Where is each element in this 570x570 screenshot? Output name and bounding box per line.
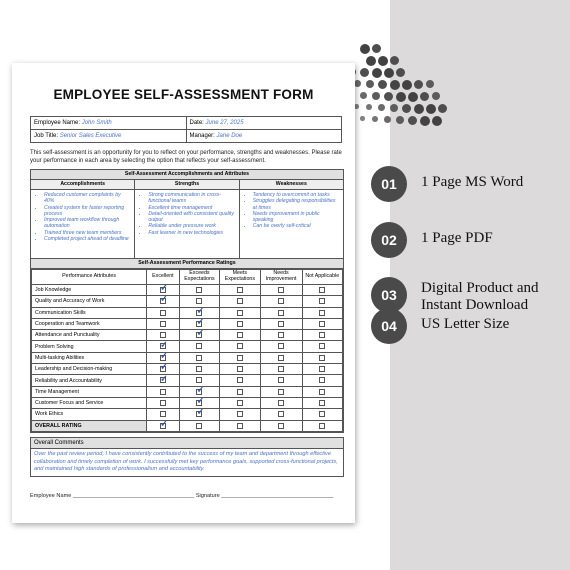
rating-attribute-label: Quality and Accuracy of Work <box>32 296 147 307</box>
feature-number-badge: 01 <box>371 166 407 202</box>
checkbox-icon[interactable] <box>237 355 243 361</box>
feature-number-badge: 03 <box>371 277 407 313</box>
employee-name-value: John Smith <box>81 120 112 126</box>
form-title: EMPLOYEE SELF-ASSESSMENT FORM <box>53 87 314 102</box>
table-row <box>32 352 343 363</box>
checkmark-icon: ✓ <box>160 373 168 384</box>
rating-attribute-label: Customer Focus and Service <box>32 397 147 408</box>
rating-checkbox-cell[interactable] <box>302 375 342 386</box>
manager-value: Jane Doe <box>216 133 243 139</box>
halftone-dot <box>426 80 434 88</box>
checkbox-icon[interactable] <box>196 287 202 293</box>
checkbox-icon[interactable] <box>196 366 202 372</box>
rating-checkbox-cell[interactable] <box>220 341 260 352</box>
rating-checkbox-cell[interactable] <box>260 397 302 408</box>
rating-checkbox-cell[interactable] <box>220 296 260 307</box>
column-header-strengths: Strengths <box>134 180 238 189</box>
table-row <box>32 364 343 375</box>
halftone-dot <box>432 92 440 100</box>
feature-label: US Letter Size <box>421 316 510 332</box>
rating-checkbox-cell[interactable] <box>302 352 342 363</box>
list-item: • Can be overly self-critical <box>253 223 341 229</box>
checkbox-icon[interactable] <box>160 321 166 327</box>
checkbox-icon[interactable] <box>237 298 243 304</box>
feature-number-badge: 04 <box>371 308 407 344</box>
feature-label: 1 Page PDF <box>421 230 493 246</box>
ratings-table-title: Self-Assessment Performance Ratings <box>31 259 343 269</box>
rating-checkbox-cell[interactable] <box>302 397 342 408</box>
job-title-label: Job Title: <box>34 133 59 139</box>
list-item: • Needs improvement in public speaking <box>253 211 341 224</box>
checkbox-icon[interactable] <box>237 343 243 349</box>
halftone-dot <box>390 80 400 90</box>
checkbox-icon[interactable] <box>160 389 166 395</box>
rating-checkbox-cell[interactable] <box>260 307 302 318</box>
checkmark-icon: ✓ <box>196 305 205 316</box>
table-row <box>32 397 343 408</box>
rating-checkbox-cell[interactable] <box>302 409 342 420</box>
rating-attribute-label: OVERALL RATING <box>32 420 147 431</box>
rating-checkbox-cell[interactable] <box>302 318 342 329</box>
overall-comments-title: Overall Comments <box>31 438 343 449</box>
checkbox-icon[interactable] <box>196 343 202 349</box>
checkmark-icon: ✓ <box>160 418 168 429</box>
halftone-dot <box>396 68 405 77</box>
rating-checkbox-cell[interactable] <box>220 307 260 318</box>
checkbox-icon[interactable] <box>160 411 166 417</box>
checkbox-icon[interactable] <box>237 310 243 316</box>
job-title-value: Senior Sales Executive <box>59 133 122 139</box>
date-value: June 27, 2025 <box>205 120 244 126</box>
rating-checkbox-cell[interactable] <box>179 341 219 352</box>
rating-attribute-label: Problem Solving <box>32 341 147 352</box>
halftone-dot <box>384 68 394 78</box>
table-row <box>32 318 343 329</box>
feature-label: Digital Product and Instant Download <box>421 280 539 313</box>
checkmark-icon: ✓ <box>196 384 205 395</box>
rating-checkbox-cell[interactable] <box>302 285 342 296</box>
feature-item <box>371 222 570 258</box>
halftone-dot <box>372 92 380 100</box>
checkbox-icon[interactable] <box>319 400 325 406</box>
checkbox-icon[interactable] <box>319 321 325 327</box>
rating-checkbox-cell[interactable] <box>302 420 342 431</box>
halftone-dot <box>378 104 385 111</box>
employee-name-cell <box>31 117 186 129</box>
rating-checkbox-cell[interactable] <box>260 375 302 386</box>
rating-checkbox-cell[interactable] <box>147 307 180 318</box>
rating-attribute-label: Work Ethics <box>32 409 147 420</box>
column-header-accomplishments: Accomplishments <box>60 181 105 187</box>
list-item: • Reduced customer complaints by 40% <box>44 192 132 205</box>
strengths-column <box>134 190 238 258</box>
rating-checkbox-cell[interactable] <box>179 285 219 296</box>
rating-checkbox-cell[interactable] <box>302 296 342 307</box>
checkbox-icon[interactable] <box>278 411 284 417</box>
halftone-dot <box>384 116 391 123</box>
checkbox-icon[interactable] <box>278 366 284 372</box>
checkmark-icon: ✓ <box>160 339 168 350</box>
rating-checkbox-cell[interactable] <box>220 364 260 375</box>
checkbox-icon[interactable] <box>278 389 284 395</box>
header-performance-attributes: Performance Attributes <box>32 270 147 285</box>
halftone-dot <box>378 56 388 66</box>
header-not-applicable: Not Applicable <box>302 270 342 285</box>
header-needs-improvement: Needs Improvement <box>260 270 302 285</box>
list-item: • Excellent time management <box>148 205 236 211</box>
halftone-dot <box>384 92 393 101</box>
checkbox-icon[interactable] <box>237 332 243 338</box>
checkbox-icon[interactable] <box>319 423 325 429</box>
signature-employee-label: Employee Name <box>30 493 72 499</box>
halftone-dot <box>390 56 399 65</box>
header-meets-expectations: Meets Expectations <box>220 270 260 285</box>
halftone-dot <box>360 116 365 121</box>
list-item: • Trained three new team members <box>44 230 132 236</box>
rating-checkbox-cell[interactable] <box>220 375 260 386</box>
ratings-rows <box>32 282 343 432</box>
accomplishments-column-headers <box>31 180 343 190</box>
halftone-dot <box>396 116 404 124</box>
table-row <box>32 386 343 397</box>
rating-checkbox-cell[interactable] <box>220 397 260 408</box>
rating-checkbox-cell[interactable] <box>179 364 219 375</box>
list-item: • Completed project ahead of deadline <box>44 236 132 242</box>
checkmark-icon: ✓ <box>196 407 205 418</box>
checkbox-icon[interactable] <box>319 298 325 304</box>
halftone-dot <box>360 68 369 77</box>
ratings-header-row <box>32 270 343 285</box>
rating-checkbox-cell[interactable] <box>147 397 180 408</box>
list-item: • Detail-oriented with consistent quality output <box>148 211 236 224</box>
halftone-dot <box>360 44 370 54</box>
ratings-grid <box>31 269 343 432</box>
table-row <box>32 375 343 386</box>
halftone-dot <box>366 56 376 66</box>
header-excellent: Excellent <box>147 270 180 285</box>
feature-item <box>371 166 570 202</box>
halftone-dot <box>396 92 406 102</box>
checkbox-icon[interactable] <box>319 310 325 316</box>
rating-checkbox-cell[interactable] <box>302 307 342 318</box>
rating-checkbox-cell[interactable] <box>147 318 180 329</box>
checkbox-icon[interactable] <box>196 298 202 304</box>
rating-checkbox-cell[interactable] <box>220 386 260 397</box>
halftone-dot <box>354 80 361 87</box>
checkbox-icon[interactable] <box>237 389 243 395</box>
checkbox-icon[interactable] <box>278 400 284 406</box>
checkbox-icon[interactable] <box>196 423 202 429</box>
checkbox-icon[interactable] <box>237 287 243 293</box>
rating-checkbox-cell[interactable] <box>179 420 219 431</box>
table-row <box>32 296 343 307</box>
checkbox-icon[interactable] <box>319 411 325 417</box>
feature-item <box>371 308 570 344</box>
checkmark-icon: ✓ <box>196 328 205 339</box>
rating-checkbox-cell[interactable] <box>260 386 302 397</box>
checkbox-icon[interactable] <box>278 298 284 304</box>
rating-checkbox-cell[interactable] <box>220 318 260 329</box>
rating-checkbox-cell[interactable] <box>220 409 260 420</box>
checkmark-icon: ✓ <box>196 395 205 406</box>
halftone-dot <box>414 104 424 114</box>
manager-label: Manager: <box>189 133 215 139</box>
table-row <box>32 420 343 431</box>
list-item: • Fast learner in new technologies <box>148 230 236 236</box>
rating-checkbox-cell[interactable] <box>179 352 219 363</box>
checkmark-icon: ✓ <box>160 350 168 361</box>
manager-cell <box>186 130 342 142</box>
halftone-dot <box>366 104 372 110</box>
overall-comments-text: Over the past review period, I have consistently contributed to the success of my team and department through effective collaboration and timely completion of work. I successfully met key performance goals, supported cross-functional projects, and maintained high standards of professionalism and accountability. <box>34 451 338 472</box>
halftone-dot <box>372 116 378 122</box>
halftone-dot <box>438 104 447 113</box>
checkbox-icon[interactable] <box>278 310 284 316</box>
halftone-dot <box>408 92 418 102</box>
ratings-table <box>30 258 344 433</box>
rating-attribute-label: Leadership and Decision-making <box>32 364 147 375</box>
halftone-dot <box>372 44 381 53</box>
signature-underline: ____________________________________ <box>221 493 334 499</box>
table-row <box>32 285 343 296</box>
list-item: • Tendency to overcommit on tasks <box>253 192 341 198</box>
halftone-dot <box>432 116 442 126</box>
rating-checkbox-cell[interactable] <box>260 341 302 352</box>
checkbox-icon[interactable] <box>278 343 284 349</box>
list-item: • Strong communication in cross-functional teams <box>148 192 236 205</box>
halftone-dot <box>420 116 430 126</box>
feature-label: 1 Page MS Word <box>421 174 524 190</box>
accomplishments-column <box>31 190 134 258</box>
table-row <box>32 409 343 420</box>
halftone-dot <box>378 80 387 89</box>
checkbox-icon[interactable] <box>278 321 284 327</box>
checkbox-icon[interactable] <box>319 332 325 338</box>
rating-checkbox-cell[interactable] <box>260 285 302 296</box>
rating-attribute-label: Time Management <box>32 386 147 397</box>
employee-name-label: Employee Name: <box>34 120 81 126</box>
list-item: • Struggles delegating responsibilities at times <box>253 198 341 211</box>
date-label: Date: <box>189 120 204 126</box>
rating-attribute-label: Communication Skills <box>32 307 147 318</box>
checkbox-icon[interactable] <box>237 377 243 383</box>
checkbox-icon[interactable] <box>278 332 284 338</box>
checkbox-icon[interactable] <box>319 377 325 383</box>
list-item: • Created system for faster reporting process <box>44 205 132 218</box>
table-row <box>32 307 343 318</box>
rating-checkbox-cell[interactable] <box>147 375 180 386</box>
rating-checkbox-cell[interactable] <box>260 352 302 363</box>
checkbox-icon[interactable] <box>160 310 166 316</box>
weaknesses-column <box>239 190 343 258</box>
checkbox-icon[interactable] <box>319 287 325 293</box>
halftone-dot <box>372 68 382 78</box>
halftone-dot <box>420 92 429 101</box>
checkbox-icon[interactable] <box>196 377 202 383</box>
rating-checkbox-cell[interactable] <box>302 386 342 397</box>
rating-attribute-label: Reliability and Accountability <box>32 375 147 386</box>
halftone-dot <box>426 104 436 114</box>
checkbox-icon[interactable] <box>237 400 243 406</box>
form-document-preview <box>12 63 355 523</box>
rating-checkbox-cell[interactable] <box>302 341 342 352</box>
list-item: • Reliable under pressure work <box>148 223 236 229</box>
rating-checkbox-cell[interactable] <box>260 330 302 341</box>
rating-checkbox-cell[interactable] <box>147 386 180 397</box>
employee-info-table <box>30 116 342 143</box>
intro-text: This self-assessment is an opportunity for you to reflect on your performance, strengths and weaknesses. Please rate your performance in each area by selecting the option that reflects your self-assessment. <box>30 150 342 164</box>
checkbox-icon[interactable] <box>160 332 166 338</box>
rating-checkbox-cell[interactable] <box>220 330 260 341</box>
checkbox-icon[interactable] <box>237 423 243 429</box>
feature-number-badge: 02 <box>371 222 407 258</box>
date-cell <box>186 117 342 129</box>
checkmark-icon: ✓ <box>196 316 205 327</box>
job-title-cell <box>31 130 186 142</box>
overall-comments-box <box>30 437 344 477</box>
rating-attribute-label: Attendance and Punctuality <box>32 330 147 341</box>
halftone-dot <box>402 80 412 90</box>
info-row <box>31 130 341 142</box>
rating-checkbox-cell[interactable] <box>179 330 219 341</box>
checkbox-icon[interactable] <box>319 355 325 361</box>
checkmark-icon: ✓ <box>160 294 168 305</box>
rating-attribute-label: Job Knowledge <box>32 285 147 296</box>
rating-checkbox-cell[interactable] <box>220 285 260 296</box>
rating-checkbox-cell[interactable] <box>260 364 302 375</box>
checkbox-icon[interactable] <box>278 423 284 429</box>
checkbox-icon[interactable] <box>319 366 325 372</box>
halftone-dot <box>402 104 411 113</box>
checkbox-icon[interactable] <box>237 411 243 417</box>
accomplishments-body <box>31 190 343 258</box>
accomplishments-table <box>30 169 344 259</box>
rating-checkbox-cell[interactable] <box>147 420 180 431</box>
info-row <box>31 117 341 130</box>
checkbox-icon[interactable] <box>319 389 325 395</box>
rating-checkbox-cell[interactable] <box>220 352 260 363</box>
signature-label: Signature <box>195 493 220 499</box>
rating-checkbox-cell[interactable] <box>302 330 342 341</box>
rating-checkbox-cell[interactable] <box>260 318 302 329</box>
rating-checkbox-cell[interactable] <box>260 296 302 307</box>
rating-checkbox-cell[interactable] <box>260 409 302 420</box>
checkmark-icon: ✓ <box>160 282 168 293</box>
checkbox-icon[interactable] <box>160 400 166 406</box>
list-item: • Improved team workflow through automation <box>44 217 132 230</box>
rating-checkbox-cell[interactable] <box>302 364 342 375</box>
checkbox-icon[interactable] <box>278 287 284 293</box>
rating-attribute-label: Multi-tasking Abilities <box>32 352 147 363</box>
halftone-dot <box>366 80 374 88</box>
table-row <box>32 341 343 352</box>
halftone-dot <box>408 116 417 125</box>
checkbox-icon[interactable] <box>278 377 284 383</box>
halftone-dot <box>390 104 398 112</box>
rating-checkbox-cell[interactable] <box>179 409 219 420</box>
checkbox-icon[interactable] <box>278 355 284 361</box>
checkbox-icon[interactable] <box>196 355 202 361</box>
table-row <box>32 330 343 341</box>
accomplishments-table-title: Self-Assessment Accomplishments and Attributes <box>31 170 343 180</box>
signature-line <box>30 493 342 499</box>
checkbox-icon[interactable] <box>237 321 243 327</box>
column-header-weaknesses: Weaknesses <box>239 180 343 189</box>
rating-checkbox-cell[interactable] <box>220 420 260 431</box>
rating-checkbox-cell[interactable] <box>147 296 180 307</box>
signature-employee-underline: _______________________________________ <box>72 493 195 499</box>
halftone-dot <box>414 80 423 89</box>
checkmark-icon: ✓ <box>160 361 168 372</box>
rating-checkbox-cell[interactable] <box>260 420 302 431</box>
checkbox-icon[interactable] <box>319 343 325 349</box>
halftone-dot <box>360 92 367 99</box>
checkbox-icon[interactable] <box>237 366 243 372</box>
rating-attribute-label: Cooperation and Teamwork <box>32 318 147 329</box>
header-exceeds-expectations: Exceeds Expectations <box>179 270 219 285</box>
